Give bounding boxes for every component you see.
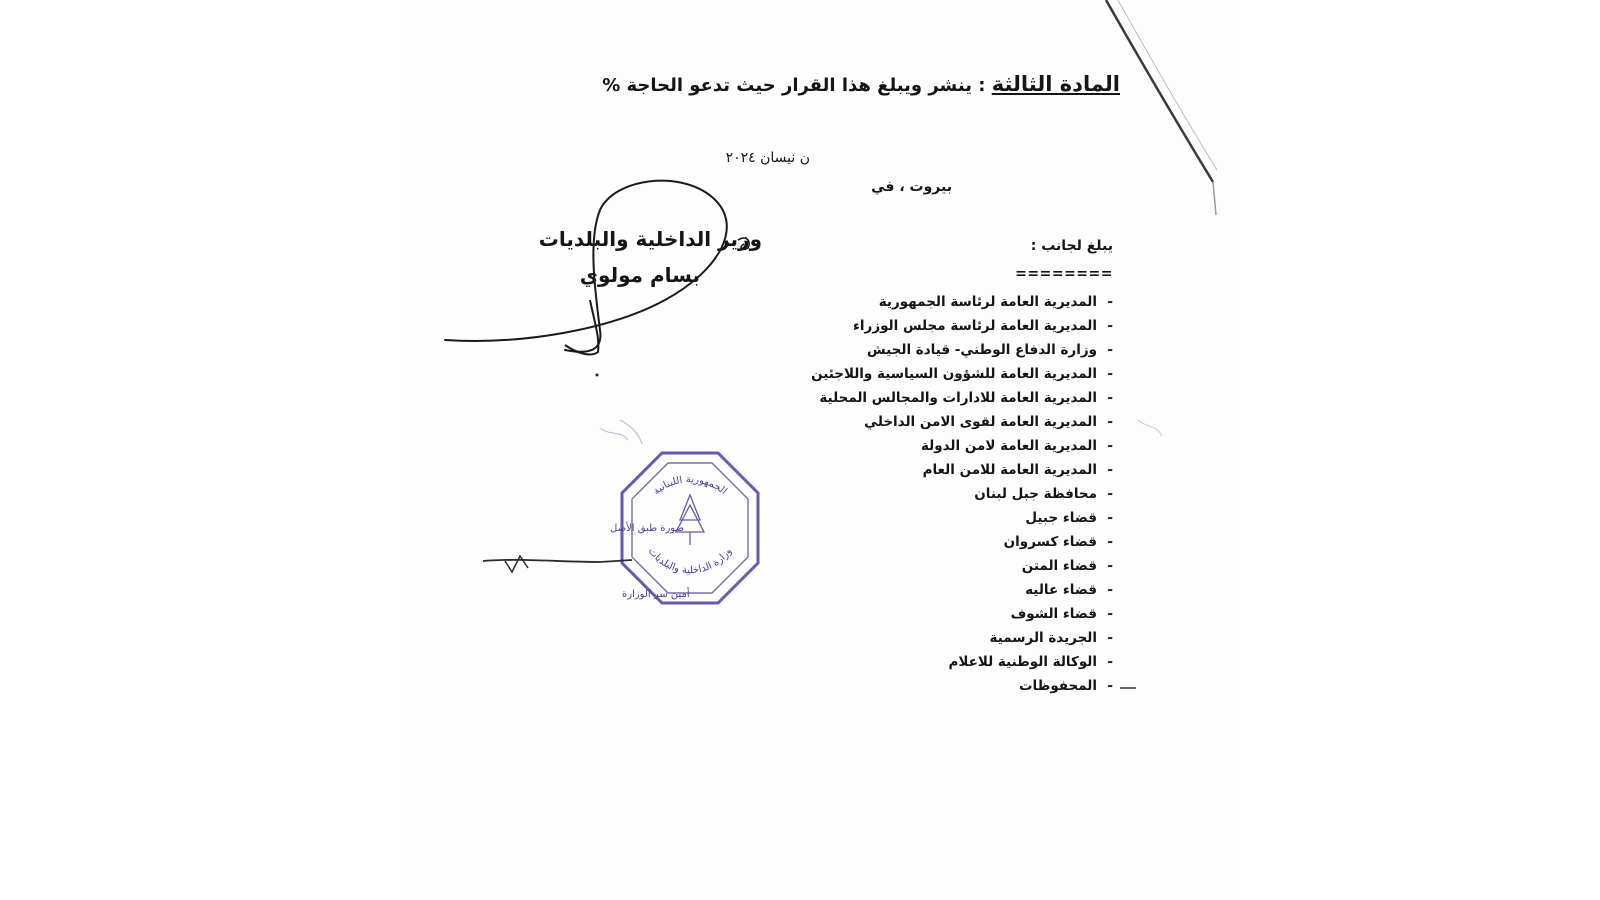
distribution-item-label: المحفوظات xyxy=(1018,678,1097,694)
list-bullet: - xyxy=(1107,654,1113,670)
issue-place: بيروت ، في xyxy=(871,179,952,195)
secretary-text: أمين سر الوزارة xyxy=(622,589,690,600)
distribution-item-label: المديرية العامة لامن الدولة xyxy=(920,438,1097,454)
list-bullet: - xyxy=(1107,462,1113,478)
distribution-item-label: محافظة جبل لبنان xyxy=(974,486,1097,502)
certified-copy-text: صورة طبق الأصل xyxy=(610,523,684,534)
list-bullet: - xyxy=(1107,294,1113,310)
seal-bottom-text: وزارة الداخلية والبلديات xyxy=(645,545,735,577)
list-bullet: - xyxy=(1107,318,1113,334)
distribution-item-label: قضاء عاليه xyxy=(1025,582,1097,598)
distribution-item-label: قضاء جبيل xyxy=(1025,510,1097,526)
distribution-item-label: قضاء المتن xyxy=(1021,558,1097,574)
issue-date: ن نيسان ٢٠٢٤ xyxy=(725,150,810,166)
minister-title: وزير الداخلية والبلديات xyxy=(538,227,762,251)
distribution-item-label: الوكالة الوطنية للاعلام xyxy=(948,654,1097,670)
list-bullet: - xyxy=(1107,510,1113,526)
distribution-item-label: وزارة الدفاع الوطني- قيادة الجيش xyxy=(867,342,1097,358)
list-bullet: - xyxy=(1107,558,1113,574)
list-bullet: - xyxy=(1107,606,1113,622)
article-three-text: : ينشر ويبلغ هذا القرار حيث تدعو الحاجة % xyxy=(602,75,986,96)
list-bullet: - xyxy=(1107,342,1113,358)
distribution-item-label: المديرية العامة لرئاسة الجمهورية xyxy=(878,294,1097,310)
list-bullet: - xyxy=(1107,438,1113,454)
list-bullet: - xyxy=(1107,366,1113,382)
distribution-item-label: الجريدة الرسمية xyxy=(989,630,1097,646)
distribution-item-label: المديرية العامة للامن العام xyxy=(922,462,1097,478)
list-bullet: - xyxy=(1107,630,1113,646)
seal-top-text: الجمهورية اللبنانية xyxy=(651,474,729,498)
distribution-rule: ======== xyxy=(1015,266,1113,282)
distribution-heading: يبلغ لجانب : xyxy=(1030,238,1113,254)
distribution-item-label: المديرية العامة للادارات والمجالس المحلية xyxy=(819,390,1097,406)
article-three-label: المادة الثالثة xyxy=(991,72,1120,96)
distribution-item-label: المديرية العامة لرئاسة مجلس الوزراء xyxy=(853,318,1097,334)
list-bullet: - xyxy=(1107,582,1113,598)
list-bullet: - xyxy=(1107,486,1113,502)
distribution-item-label: قضاء كسروان xyxy=(1003,534,1097,550)
distribution-item-label: المديرية العامة للشؤون السياسية واللاجئين xyxy=(811,366,1097,382)
list-bullet: - xyxy=(1107,534,1113,550)
list-bullet: - xyxy=(1107,390,1113,406)
minister-name: بسام مولوي xyxy=(579,263,700,287)
list-bullet: - xyxy=(1107,678,1113,694)
list-bullet: - xyxy=(1107,414,1113,430)
distribution-item-label: قضاء الشوف xyxy=(1010,606,1097,622)
distribution-item-label: المديرية العامة لقوى الامن الداخلي xyxy=(864,414,1097,430)
